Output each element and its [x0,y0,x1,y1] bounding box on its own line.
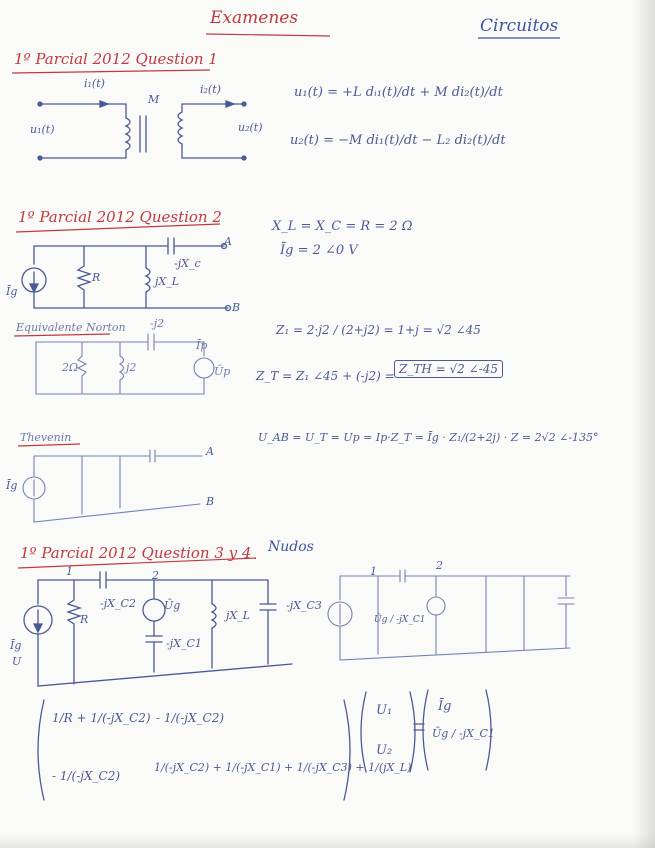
q2-calc-zt: Z_T = Z₁ ∠45 + (-j2) = [256,369,395,383]
matrix-r2c1: - 1/(-jX_C2) [52,769,121,783]
q2-main-circuit [22,235,232,311]
scan-edge-shadow-right [633,0,655,848]
q1-equation-1: u₁(t) = +L dᵢ₁(t)/dt + M di₂(t)/dt [294,85,503,100]
q2-given-values: X_L = X_C = R = 2 Ω [272,219,413,234]
matrix-r1c1: 1/R + 1/(-jX_C2) [52,711,151,725]
q2-norton-underline [14,334,110,336]
q3-label-R: R [80,613,89,626]
matrix-b1: Īg [438,699,452,714]
matrix-v2: U₂ [376,743,393,758]
q2-thevenin-label: Thevenin [20,431,72,444]
q1-label-u1: u₁(t) [30,123,55,136]
q2-norton-subcircuit [36,334,214,394]
q1-label-i2: i₂(t) [200,83,221,96]
q2-label-XL: jX_L [155,275,180,288]
q3-label-Ig: Īg [10,639,22,652]
matrix-v1: U₁ [376,703,393,718]
q1-coupled-inductor-circuit [38,101,246,160]
q2-thev-label-A: A [206,445,214,458]
q2-calc-uab: U_AB = U_T = Up = Ip·Z_T = Īg · Z₁/(2+2j) · Z = 2√2 ∠-135° [258,431,599,444]
q2-label-A: A [224,235,232,248]
q2-thevenin-underline [18,444,80,446]
q2-label-XC: -jX_c [174,257,201,270]
scan-edge-shadow-bottom [0,834,655,848]
q2-sub-label-Ip: Īp [196,339,208,352]
q2-sub-label-r: 2Ω [62,361,79,374]
q3-node-1: 1 [66,565,73,578]
q2-thev-label-Ig: Īg [6,479,18,492]
matrix-brackets [38,690,491,800]
q2-sub-label-c: -j2 [150,317,165,330]
q3-label-XL: jX_L [226,609,251,622]
q2-label-Ig: Īg [6,285,18,298]
q3-main-circuit [24,569,292,686]
q3-node-2: 2 [152,569,159,582]
q1-equation-2: u₂(t) = −M di₁(t)/dt − L₂ di₂(t)/dt [290,133,506,148]
q2-label-B: B [232,301,241,314]
q2-given-source: Īg = 2 ∠0 V [280,243,358,258]
q3-right-node-2: 2 [436,559,443,572]
q1-title: 1º Parcial 2012 Question 1 [14,50,218,68]
q3-title-underline [18,558,256,568]
q3-right-frac: Ūg / -jX_C1 [374,615,426,625]
q2-sub-label-l: j2 [126,361,137,374]
q3-right-node-1: 1 [370,565,377,578]
q2-label-R: R [92,271,101,284]
q2-title: 1º Parcial 2012 Question 2 [18,208,222,226]
q2-title-underline [16,224,220,232]
q2-norton-label: Equivalente Norton [16,321,126,334]
header-left-underline [206,34,330,36]
q1-label-u2: u₂(t) [238,121,263,134]
q3-label-Xc3: -jX_C3 [286,599,322,612]
header-subject-title: Circuitos [480,16,559,36]
q3-right-circuit [328,570,574,660]
q2-sub-label-Up: Ūp [214,365,231,378]
q3-label-Ug: Ūg [164,599,181,612]
matrix-b2: Ūg / -jX_C1 [432,727,495,740]
q3-title: 1º Parcial 2012 Question 3 y 4 [20,544,252,562]
q3-label-Xc2: -jX_C2 [100,597,136,610]
q1-label-M: M [148,93,160,106]
q1-label-i1: i₁(t) [84,77,105,90]
q3-method: Nudos [268,539,314,555]
q2-thev-label-B: B [206,495,215,508]
q1-title-underline [12,70,210,73]
header-exams-title: Examenes [210,8,299,28]
q2-thevenin-subcircuit [23,450,202,522]
matrix-r2c2: 1/(-jX_C2) + 1/(-jX_C1) + 1/(-jX_C3) + 1/(jX_L) [154,761,412,774]
q2-calc-z1: Z₁ = 2·j2 / (2+j2) = 1+j = √2 ∠45 [276,323,481,337]
matrix-r1c2: - 1/(-jX_C2) [156,711,225,725]
q2-calc-zth-boxed: Z_TH = √2 ∠-45 [394,360,503,378]
q3-label-Xc1: -jX_C1 [166,637,202,650]
q3-label-U: U [12,655,22,668]
